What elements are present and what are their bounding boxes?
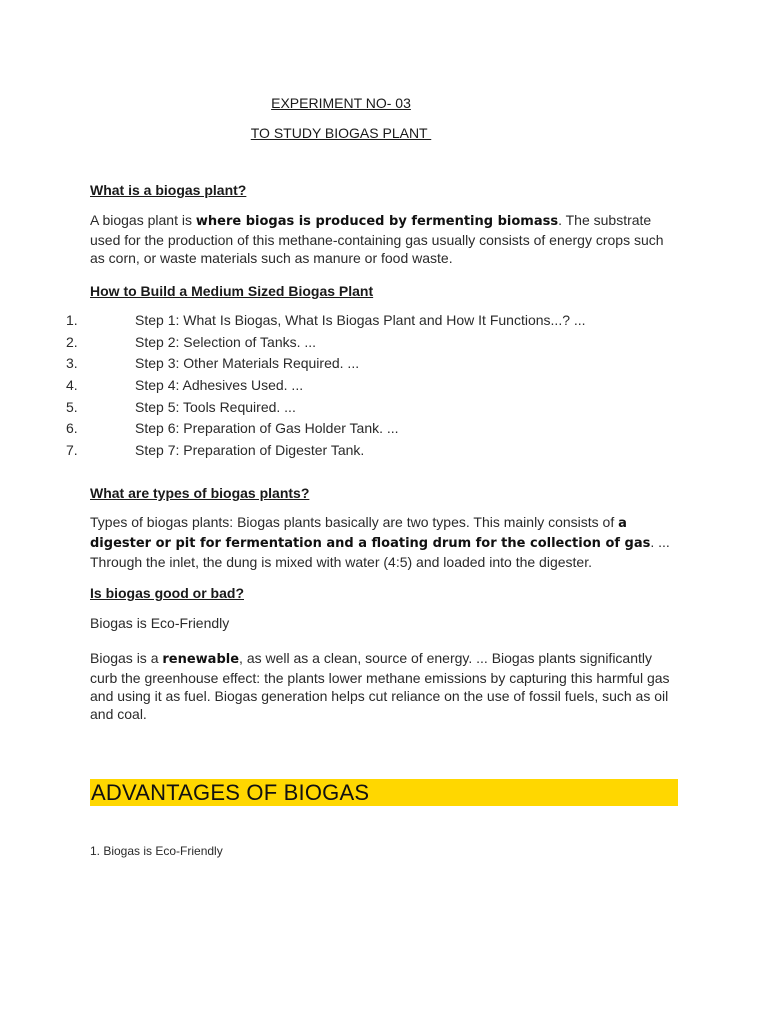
paragraph-what-is-biogas-plant	[90, 211, 680, 267]
bold-text-run: a digester or pit for fermentation and a floating drum for the collection of gas	[90, 516, 651, 551]
step-text: Step 2: Selection of Tanks. ...	[135, 333, 317, 350]
text-run: . ... Through the inlet, the dung is mixed with water (4:5) and loaded into the digester.	[90, 534, 670, 570]
step-number: 7.	[66, 442, 78, 459]
advantages-banner	[90, 779, 678, 806]
list-item	[0, 334, 768, 356]
study-title: TO STUDY BIOGAS PLANT	[250, 125, 432, 141]
step-number: 4.	[66, 377, 78, 394]
heading-types-of-biogas-plants: What are types of biogas plants?	[90, 485, 310, 501]
bold-text-run: renewable	[162, 652, 240, 667]
steps-list	[0, 312, 768, 464]
step-number: 1.	[66, 312, 78, 328]
list-item	[0, 355, 768, 377]
heading-how-to-build: How to Build a Medium Sized Biogas Plant	[90, 283, 374, 299]
step-text: Step 4: Adhesives Used. ...	[135, 377, 304, 394]
text-run: A biogas plant is	[90, 212, 196, 228]
heading-what-is-biogas-plant: What is a biogas plant?	[90, 182, 247, 198]
step-text: Step 3: Other Materials Required. ...	[135, 355, 360, 372]
text-run: . The substrate used for the production of this methane-containing gas usually consists of energy crops such as corn, or waste materials such as manure or food waste.	[90, 212, 664, 266]
list-item	[0, 377, 768, 399]
bold-text-run: where biogas is produced by fermenting biomass	[195, 214, 559, 229]
text-run: Biogas is a	[90, 650, 163, 666]
paragraph-types-of-biogas-plants	[90, 513, 680, 571]
step-number: 6.	[66, 420, 78, 437]
step-text: Step 6: Preparation of Gas Holder Tank. ...	[135, 420, 399, 437]
paragraph-renewable	[90, 649, 680, 723]
paragraph-eco-friendly: Biogas is Eco-Friendly	[90, 615, 230, 631]
step-number: 5.	[66, 398, 78, 415]
text-run: Types of biogas plants: Biogas plants basically are two types. This mainly consists of	[90, 514, 619, 530]
advantages-banner-label: ADVANTAGES OF BIOGAS	[91, 780, 370, 805]
heading-is-biogas-good-or-bad: Is biogas good or bad?	[90, 585, 244, 601]
step-number: 2.	[66, 333, 78, 350]
list-item	[0, 442, 768, 464]
list-item	[0, 312, 768, 334]
text-run: , as well as a clean, source of energy. ... Biogas plants significantly curb the greenhouse effect: the plants lower methane emissions by capturing this harmful gas and using it as fuel. Biogas generation helps cut reliance on the use of fossil fuels, such as oil and coal.	[90, 650, 670, 722]
step-text: Step 5: Tools Required. ...	[135, 398, 296, 415]
step-text: Step 7: Preparation of Digester Tank.	[135, 442, 365, 459]
advantage-item: 1. Biogas is Eco-Friendly	[90, 844, 223, 858]
list-item	[0, 399, 768, 421]
experiment-title: EXPERIMENT NO- 03	[271, 95, 411, 111]
step-text: Step 1: What Is Biogas, What Is Biogas Plant and How It Functions...? ...	[135, 312, 586, 328]
list-item	[0, 420, 768, 442]
step-number: 3.	[66, 355, 78, 372]
